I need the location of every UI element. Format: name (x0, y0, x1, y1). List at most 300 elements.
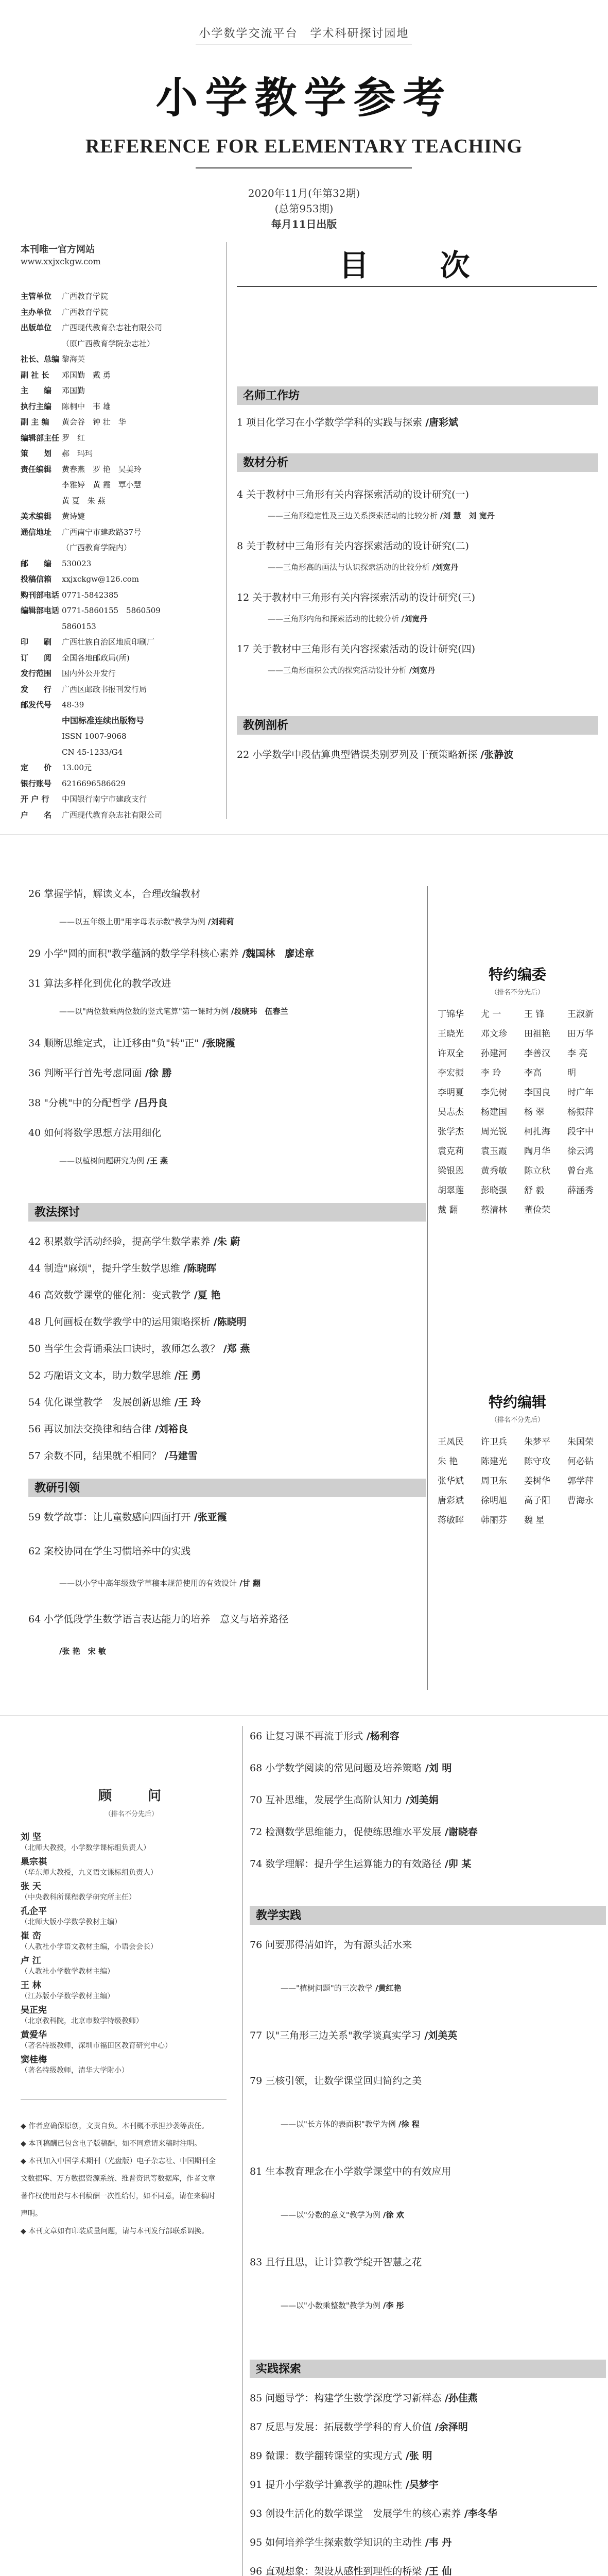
toc-entry[interactable] (28, 946, 314, 960)
masthead-key: 银行账号 (21, 778, 52, 788)
toc-text: 74 数学理解：提升学生运算能力的有效路径 (250, 1858, 442, 1870)
toc-text: 72 检测数学思维能力，促使练思维水平发展 (250, 1826, 442, 1838)
editor-name: 姜树华 (524, 1476, 550, 1486)
advisor-desc: （人教社小学语文教材主编，小语会会长） (21, 1943, 158, 1951)
editor-name (567, 1511, 605, 1530)
toc-entry[interactable] (28, 1368, 201, 1382)
note-item: ◆ 本刊加入中国学术期刊（光盘版）电子杂志社、中国期刊全文数据库、万方数据资源系统、维普资讯等数据库，作者文章著作权使用费与本刊稿酬一次性给付，如不同意，请在来稿时声明。 (21, 2157, 216, 2218)
masthead-row (21, 744, 221, 760)
masthead-key (21, 493, 62, 509)
toc-entry[interactable] (28, 1510, 227, 1523)
masthead-key (21, 540, 62, 556)
masthead-row (21, 807, 221, 823)
advisor-desc: （人教社小学数学教材主编） (21, 1968, 114, 1976)
toc-entry[interactable] (250, 2419, 468, 2433)
section-header-jiaofa: 教法探讨 (28, 1203, 426, 1222)
masthead-row (21, 304, 221, 320)
masthead-key: 发 行 (21, 684, 52, 694)
toc-entry[interactable] (28, 1125, 161, 1139)
masthead-key (21, 619, 62, 635)
toc-text: 93 创设生活化的数学课堂 发展学生的核心素养 (250, 2508, 461, 2519)
toc-author: /张 明 (402, 2450, 432, 2462)
masthead-key: 社长、总编 (21, 354, 60, 364)
toc-text: 87 反思与发展：拓展数学学科的育人价值 (250, 2421, 432, 2433)
toc-entry[interactable]: 1 项目化学习在小学数学学科的实践与探索 /唐彩斌 (237, 417, 459, 428)
toc-text: ——以五年级上册"用字母表示数"教学为例 (59, 917, 205, 926)
toc-author: /余泽明 (431, 2421, 468, 2433)
editor-name: 王淑新 (567, 1009, 594, 1020)
toc-entry[interactable] (28, 1341, 250, 1355)
masthead-value: 邓国勤 (62, 386, 85, 395)
toc-author: /杨利容 (363, 1731, 399, 1742)
toc-author: /马建雪 (161, 1450, 198, 1462)
editor-name: 周光锐 (481, 1127, 507, 1137)
masthead-row (21, 351, 221, 367)
toc-text: ——以"长方体的表面积"教学为例 (281, 2120, 396, 2129)
toc-text: 76 问要那得清如许，为有源头活水来 (250, 1939, 412, 1951)
editor-name: 孙建河 (481, 1048, 507, 1059)
toc-text: 46 高效数学课堂的催化剂：变式教学 (28, 1290, 191, 1301)
issue-line-2: (总第953期) (274, 202, 334, 215)
special-editors-title: 特约编委 (488, 966, 546, 983)
masthead-row (21, 399, 221, 415)
masthead-key: 订 阅 (21, 653, 52, 663)
toc-subentry (59, 1646, 106, 1656)
toc-text: 57 余数不同，结果就不相同？ (28, 1450, 162, 1462)
toc-author: /刘裕良 (151, 1423, 188, 1435)
masthead-row (21, 713, 221, 729)
toc-text: 34 顺断思维定式，让迁移由"负"转"正" (28, 1038, 199, 1049)
masthead-value: xxjxckgw@126.com (62, 574, 140, 584)
toc-author: /卯 某 (441, 1858, 472, 1870)
toc-text: ——以"小数乘整数"教学为例 (281, 2301, 380, 2310)
toc-subentry (281, 2119, 420, 2129)
toc-entry[interactable]: 4 关于教材中三角形有关内容探索活动的设计研究(一) (237, 489, 469, 500)
editor-name: 李先树 (481, 1088, 507, 1098)
toc-subentry (59, 1578, 260, 1588)
editor-name: 彭晓强 (481, 1185, 507, 1196)
advisor-name: 巢宗祺 (21, 1857, 47, 1867)
masthead-value: 广西现代教育杂志社有限公司 (62, 810, 163, 820)
editor-name: 尤 一 (481, 1009, 501, 1020)
masthead-row (21, 650, 221, 666)
toc-text: 95 如何培养学生探索数学知识的主动性 (250, 2537, 422, 2548)
toc-text: 44 制造"麻烦"，提升学生数学思维 (28, 1263, 180, 1274)
advisors-note: （排名不分先后） (104, 1810, 158, 1818)
editor-name: 陈守攻 (524, 1456, 550, 1467)
toc-author: /陈晓晖 (180, 1263, 217, 1274)
masthead-value: 中国标准连续出版物号 (62, 715, 145, 725)
masthead-value: 国内外公开发行 (62, 669, 116, 678)
toc-entry[interactable] (28, 1261, 216, 1275)
special-editors-list (438, 1005, 605, 1220)
masthead-key: 美术编辑 (21, 512, 52, 521)
masthead-value: 黄 夏 朱 燕 (62, 496, 106, 505)
toc-author: /徐 程 (395, 2120, 420, 2129)
section-header-shijian: 教学实践 (250, 1906, 606, 1925)
toc-text: 38 "分桃"中的分配哲学 (28, 1097, 131, 1109)
masthead-value: 13.00元 (62, 763, 92, 772)
english-title: REFERENCE FOR ELEMENTARY TEACHING (85, 135, 523, 157)
section-header-mingshi: 名师工作坊 (237, 386, 598, 405)
masthead-value: CN 45-1233/G4 (62, 747, 123, 757)
toc-author: /刘 明 (422, 1762, 452, 1774)
editor-name: 袁克莉 (438, 1146, 464, 1157)
toc-text: 54 优化课堂教学 发展创新思维 (28, 1397, 171, 1408)
toc-text: 36 判断平行首先考虑同面 (28, 1067, 142, 1079)
masthead-row (21, 666, 221, 682)
editor-name: 李国良 (524, 1088, 550, 1098)
editor-name: 曹海永 (567, 1496, 594, 1506)
editor-name: 何必钻 (567, 1456, 594, 1467)
masthead-row (21, 462, 221, 478)
masthead-key: 副 主 编 (21, 417, 49, 427)
issue-line-3: 每月11日出版 (271, 218, 337, 230)
magazine-title: 小学教学参考 (155, 73, 453, 123)
editor-name: 曾台兆 (567, 1166, 594, 1176)
toc-text: 66 让复习课不再流于形式 (250, 1731, 363, 1742)
note-item: ◆ 本刊文章如有印装质量问题，请与本刊发行部联系调换。 (21, 2227, 209, 2235)
toc-entry[interactable] (28, 1314, 247, 1328)
toc-author: /刘美娟 (402, 1794, 439, 1806)
masthead-row (21, 430, 221, 446)
toc-entry[interactable] (250, 2391, 478, 2404)
masthead-key: 责任编辑 (21, 464, 52, 474)
masthead-value: 邓国勤 戴 勇 (62, 370, 111, 380)
editor-name: 黄秀敏 (481, 1166, 507, 1176)
editor-name: 李 玲 (481, 1068, 501, 1078)
editor-name: 朱梦平 (524, 1437, 550, 1447)
toc-entry[interactable] (250, 2535, 451, 2549)
toc-author: /魏国林 廖述章 (238, 948, 315, 959)
toc-entry[interactable] (28, 1065, 171, 1079)
advisor-desc: （著名特级教师，深圳市福田区教育研究中心） (21, 2042, 172, 2050)
masthead-value: 广西教育学院 (62, 292, 109, 301)
masthead-key: 编辑部主任 (21, 433, 60, 443)
masthead-key (21, 728, 62, 744)
masthead-value: 黎海英 (62, 354, 85, 364)
toc-text: 68 小学数学阅读的常见问题及培养策略 (250, 1762, 422, 1774)
title-rule (196, 167, 412, 168)
toc-text: ——以"分数的意义"教学为例 (281, 2210, 380, 2219)
toc-text: 89 微课：数学翻转课堂的实现方式 (250, 2450, 403, 2462)
editor-name: 许卫兵 (481, 1437, 507, 1447)
masthead-key: 邮 编 (21, 558, 52, 568)
toc-entry[interactable] (250, 1856, 471, 1870)
toc-entry[interactable] (250, 2477, 439, 2491)
masthead-key (21, 744, 62, 760)
masthead-row (21, 619, 221, 635)
advisor-name: 窦桂梅 (21, 2055, 47, 2065)
toc-author: /吕丹良 (131, 1097, 168, 1109)
masthead-key: 副 社 长 (21, 370, 49, 380)
masthead-row (21, 524, 221, 540)
toc-entry[interactable] (28, 1287, 220, 1301)
masthead-key: 主管单位 (21, 292, 52, 301)
masthead-row (21, 728, 221, 744)
toc-entry[interactable] (28, 886, 200, 900)
note-item: ◆ 本刊稿酬已包含电子版稿酬，如不同意请来稿时注明。 (21, 2140, 202, 2148)
toc-entry[interactable] (28, 1612, 288, 1625)
editor-name: 董俭荣 (524, 1205, 550, 1215)
section-header-jiaoli: 教例剖析 (237, 716, 598, 735)
toc-entry[interactable] (28, 1448, 198, 1462)
editor-name: 徐云鸿 (567, 1146, 594, 1157)
toc-author: /陈晓明 (210, 1316, 247, 1328)
toc-entry[interactable] (28, 1544, 190, 1557)
toc-entry[interactable]: 22 小学数学中段估算典型错误类别罗列及干预策略新探 /张静波 (237, 749, 514, 760)
toc-entry[interactable] (250, 2164, 451, 2178)
toc-author: /李冬华 (461, 2508, 497, 2519)
editor-name: 丁锦华 (438, 1009, 464, 1020)
toc-entry[interactable] (250, 1937, 412, 1951)
toc-entry[interactable] (28, 1036, 235, 1049)
editor-name: 胡翠莲 (438, 1185, 464, 1196)
editor-name: 李明夏 (438, 1088, 464, 1098)
toc-text: 85 问题导学：构建学生数学深度学习新样态 (250, 2393, 442, 2404)
masthead-row (21, 414, 221, 430)
masthead-value: （广西教育学院内） (62, 543, 132, 552)
masthead-row (21, 634, 221, 650)
masthead-key: 执行主编 (21, 401, 52, 411)
editorial-notes (21, 2117, 221, 2240)
editor-name: 邓文珍 (481, 1029, 507, 1039)
masthead-row (21, 776, 221, 792)
masthead-value: 黄诗婕 (62, 512, 85, 521)
masthead-row (21, 587, 221, 603)
toc-author: /甘 翻 (237, 1579, 260, 1588)
masthead-key: 编辑部电话 (21, 606, 60, 615)
toc-entry[interactable] (250, 2448, 432, 2462)
masthead-row (21, 603, 221, 619)
masthead (21, 289, 221, 823)
editor-name: 段宇中 (567, 1127, 594, 1137)
advisor-desc: （中央教科所课程教学研究所主任） (21, 1893, 136, 1902)
advisor-desc: （著名特级教师，清华大学附小） (21, 2066, 129, 2075)
masthead-key (21, 336, 62, 352)
editor-name: 唐彩斌 (438, 1496, 464, 1506)
toc-entry[interactable] (250, 1792, 439, 1806)
editor-name: 王晓光 (438, 1029, 464, 1039)
toc-entry[interactable] (28, 1095, 167, 1109)
advisors-list (21, 1829, 242, 2076)
masthead-row (21, 383, 221, 399)
toc-text: 26 掌握学情，解读文本，合理改编教材 (28, 888, 201, 900)
masthead-key: 购刊部电话 (21, 590, 60, 600)
masthead-row (21, 556, 221, 572)
masthead-row (21, 320, 221, 336)
masthead-row (21, 682, 221, 698)
editor-name: 王凤民 (438, 1437, 464, 1447)
toc-text: 77 以"三角形三边关系"教学谈真实学习 (250, 2030, 421, 2041)
masthead-row (21, 289, 221, 304)
masthead-row (21, 760, 221, 776)
toc-author: /黄红艳 (372, 1984, 402, 1993)
toc-entry[interactable] (250, 2564, 451, 2576)
editor-name: 高子阳 (524, 1496, 550, 1506)
masthead-key: 主办单位 (21, 307, 52, 317)
masthead-row (21, 697, 221, 713)
toc-entry[interactable] (250, 2255, 422, 2268)
advisors-title: 顾 问 (98, 1788, 164, 1804)
masthead-value: 全国各地邮政局(所) (62, 653, 130, 663)
toc-text: ——"植树问题"的三次教学 (281, 1984, 373, 1993)
masthead-key: 印 刷 (21, 637, 52, 647)
masthead-key (21, 713, 62, 729)
editor-name: 王 锋 (524, 1009, 545, 1020)
editor-name: 袁玉霞 (481, 1146, 507, 1157)
masthead-key: 发行范围 (21, 669, 52, 678)
masthead-row (21, 509, 221, 524)
toc-author: /郑 燕 (220, 1343, 250, 1354)
toc-author: /张晓霞 (199, 1038, 235, 1049)
toc-subentry (281, 2209, 404, 2220)
editor-name: 舒 毅 (524, 1185, 545, 1196)
toc-text: 56 再议加法交换律和结合律 (28, 1423, 152, 1435)
toc-entry[interactable] (250, 2506, 497, 2520)
editor-name: 时广年 (567, 1088, 594, 1098)
editor-name: 薛涵秀 (567, 1185, 594, 1196)
advisor-name: 吴正宪 (21, 2005, 47, 2015)
masthead-value: 0771-5860155 5860509 (62, 606, 161, 615)
editor-name: 郭学萍 (567, 1476, 594, 1486)
advisor-desc: （北京教科院，北京市数学特级教师） (21, 2017, 143, 2025)
toc-author: /韦 丹 (422, 2537, 452, 2548)
toc-text: 79 三核引领，让数学课堂回归简约之美 (250, 2075, 422, 2087)
toc-text: 91 提升小学数学计算教学的趣味性 (250, 2479, 403, 2490)
editor-name: 李高 (524, 1068, 542, 1078)
masthead-value: 李雅婷 黄 霞 覃小慧 (62, 480, 142, 489)
website-label: 本刊唯一官方网站 (21, 244, 95, 255)
toc-author: /王 燕 (144, 1156, 168, 1165)
toc-entry[interactable]: 8 关于教材中三角形有关内容探索活动的设计研究(二) (237, 540, 469, 552)
toc-author: /刘莉莉 (205, 917, 234, 926)
website-url[interactable]: www.xxjxckgw.com (21, 257, 101, 266)
toc-text: 31 算法多样化到优化的教学改进 (28, 978, 171, 989)
advisor-desc: （华东师大教授，九义语文课标组负责人） (21, 1869, 158, 1877)
special-editors-note: （排名不分先后） (490, 989, 544, 996)
editor-name: 李善汉 (524, 1048, 550, 1059)
masthead-key: 定 价 (21, 763, 52, 772)
toc-subentry: ——三角形稳定性及三边关系探索活动的比较分析 /刘 慧 刘 宽丹 (268, 511, 495, 520)
masthead-value: 5860153 (62, 621, 96, 631)
toc-entry[interactable] (250, 1728, 399, 1742)
masthead-row (21, 336, 221, 352)
masthead-key: 开 户 行 (21, 794, 49, 804)
editor-name: 张华斌 (438, 1476, 464, 1486)
section-header-tansuo: 实践探索 (250, 2360, 606, 2378)
editor-name: 梁银恩 (438, 1166, 464, 1176)
toc-entry[interactable] (250, 1760, 451, 1774)
masthead-key: 邮发代号 (21, 700, 52, 709)
toc-text: 70 互补思维，发展学生高阶认知力 (250, 1794, 403, 1806)
toc-entry[interactable] (28, 1421, 188, 1435)
toc-text: 50 当学生会背诵乘法口诀时，教师怎么教？ (28, 1343, 220, 1354)
editor-name: 陈立秋 (524, 1166, 550, 1176)
toc-text: 52 巧融语文文本，助力数学思维 (28, 1370, 171, 1381)
toc-entry[interactable] (28, 976, 171, 990)
masthead-row (21, 540, 221, 556)
tagline: 小学数学交流平台 学术科研探讨园地 (199, 27, 409, 40)
toc-entry[interactable] (250, 2073, 422, 2087)
toc-author: /谢晓春 (441, 1826, 478, 1838)
toc-entry[interactable] (28, 1395, 201, 1409)
advisor-name: 黄爱华 (21, 2030, 47, 2040)
toc-subentry (59, 1155, 168, 1166)
toc-entry[interactable]: 17 关于教材中三角形有关内容探索活动的设计研究(四) (237, 643, 476, 655)
toc-subentry: ——三角形高的画法与认识探索活动的比较分析 /刘宽丹 (268, 563, 459, 572)
masthead-value: 广西现代教育杂志社有限公司 (62, 323, 163, 332)
masthead-value: 广西区邮政书报刊发行局 (62, 684, 147, 694)
toc-subentry (59, 916, 234, 927)
toc-entry[interactable]: 12 关于教材中三角形有关内容探索活动的设计研究(三) (237, 592, 476, 603)
editor-name: 陶月华 (524, 1146, 550, 1157)
masthead-key: 投稿信箱 (21, 574, 52, 584)
advisor-name: 王 林 (21, 1980, 41, 1991)
toc-text: ——以小学中高年级数学草稿本规范使用的有效设计 (59, 1579, 237, 1588)
editor-name: 蒋敏晖 (438, 1515, 464, 1526)
masthead-value: 广西南宁市建政路37号 (62, 527, 142, 537)
masthead-value: 48-39 (62, 700, 84, 709)
advisor-desc: （北师大版小学数学教材主编） (21, 1918, 121, 1926)
toc-entry[interactable] (28, 1234, 240, 1248)
editor-name: 戴 翻 (438, 1205, 458, 1215)
toc-subentry (281, 1982, 402, 1993)
masthead-value: 广西教育学院 (62, 307, 109, 317)
editor-name: 明 (567, 1068, 576, 1078)
masthead-row (21, 791, 221, 807)
masthead-row (21, 571, 221, 587)
column-divider (427, 886, 428, 1690)
toc-text: 29 小学"圆的面积"教学蕴涵的数学学科核心素养 (28, 948, 239, 959)
advisor-name: 卢 江 (21, 1956, 41, 1966)
toc-author: /吴梦宇 (402, 2479, 439, 2490)
masthead-row (21, 367, 221, 383)
toc-text: 64 小学低段学生数学语言表达能力的培养 意义与培养路径 (28, 1614, 289, 1625)
editor-name: 杨建国 (481, 1107, 507, 1117)
issue-line-1: 2020年11月(年第32期) (248, 187, 360, 199)
masthead-row (21, 477, 221, 493)
toc-author: /张亚霞 (190, 1512, 227, 1523)
toc-author: /徐 欢 (380, 2210, 404, 2219)
toc-author: /孙佳燕 (441, 2393, 478, 2404)
advisor-name: 张 天 (21, 1882, 41, 1892)
editor-name: 张学杰 (438, 1127, 464, 1137)
editor-name: 柯扎海 (524, 1127, 550, 1137)
editor-name: 周卫东 (481, 1476, 507, 1486)
advisor-name: 刘 坚 (21, 1832, 41, 1842)
toc-entry[interactable] (250, 1824, 478, 1838)
toc-text: 62 案校协同在学生习惯培养中的实践 (28, 1546, 191, 1557)
masthead-value: （原广西教育学院杂志社） (62, 338, 155, 348)
editor-name: 杨振萍 (567, 1107, 594, 1117)
toc-title: 目 次 (339, 248, 491, 283)
toc-text: 81 生本教育理念在小学数学课堂中的有效应用 (250, 2166, 451, 2177)
toc-author: /段晓玮 伍春兰 (228, 1007, 288, 1016)
editor-name: 杨 翠 (524, 1107, 545, 1117)
advisor-name: 崔 峦 (21, 1931, 41, 1941)
masthead-value: 陈桐中 韦 雄 (62, 401, 111, 411)
contributing-editors-list (438, 1432, 605, 1530)
toc-subentry: ——三角形内角和探索活动的比较分析 /刘宽丹 (268, 614, 428, 623)
editor-name: 朱 艳 (438, 1456, 458, 1467)
section-header-jiaocai: 数材分析 (237, 453, 598, 472)
editor-name: 徐明旭 (481, 1496, 507, 1506)
toc-entry[interactable] (250, 2028, 457, 2042)
contributing-editors-title: 特约编辑 (488, 1394, 546, 1411)
masthead-value: 郝 玛玛 (62, 449, 93, 458)
toc-text: 83 且行且思，让计算教学绽开智慧之花 (250, 2257, 422, 2268)
